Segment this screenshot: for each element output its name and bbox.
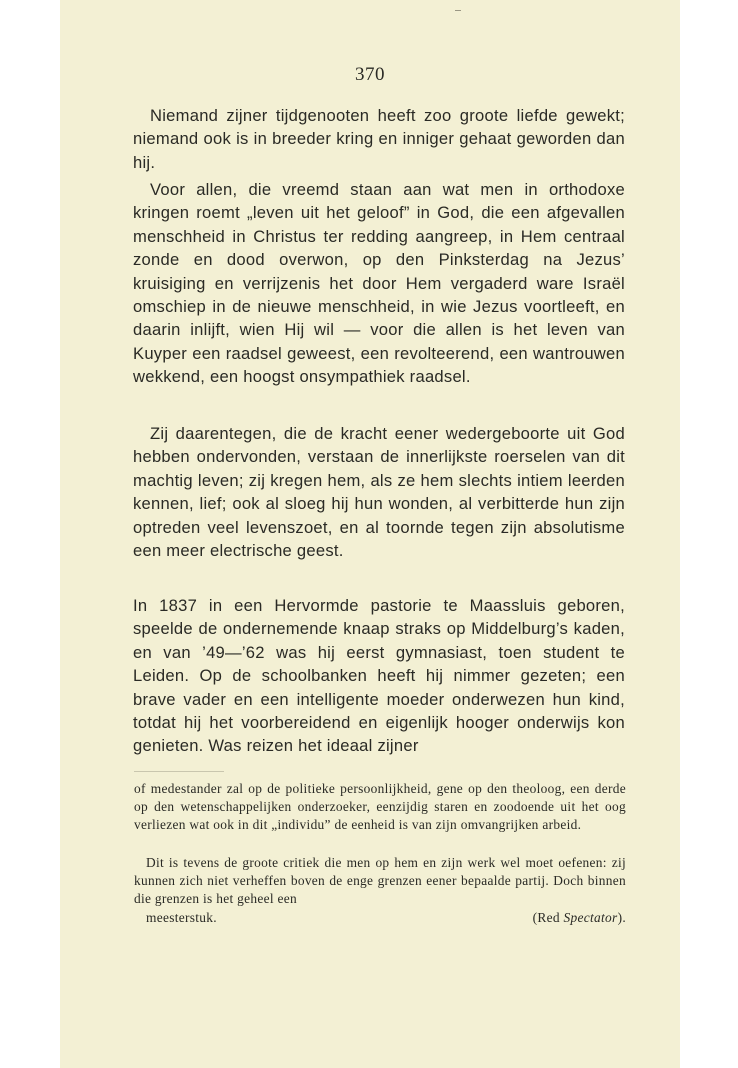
paragraph-text: Voor allen, die vreemd staan aan wat men in orthodoxe kringen roemt „leven uit het geloof” in God, die een afgevallen menschheid in Christus ter redding aangreep, in Hem centraal zonde en dood overwon, op den Pinksterdag na Jezus’ kruisiging en verrijzenis het door Hem vergaderd ware Israël omschiep in de nieuwe menschheid, in wie Jezus voortleeft, en daarin inlijft, wien Hij wil — voor die allen is het leven van Kuyper een raadsel geweest, een revolteerend, een wantrouwen wekkend, een hoogst onsympathiek raadsel. — [133, 180, 625, 387]
attribution-source: Spectator — [563, 909, 618, 925]
footnote-last-line — [134, 909, 626, 927]
paragraph-1 — [133, 104, 625, 174]
paragraph-text: Zij daarentegen, die de kracht eener wedergeboorte uit God hebben ondervonden, verstaan de innerlijkste roerselen van dit machtig leven; zij kregen hem, als ze hem slechts intiem leerden kennen, lief; ook al sloeg hij hun wonden, al verbitterde hun zijn optreden veel levenszoet, en al toornde tegen zijn absolutisme een meer electrische geest. — [133, 424, 625, 561]
print-mark — [455, 10, 461, 11]
footnote-second — [134, 854, 626, 927]
footnote-divider — [134, 771, 224, 772]
attribution-suffix: ). — [617, 909, 626, 925]
footnote-continuation: of medestander zal op de politieke persoonlijkheid, gene op den theoloog, een derde op den wetenschappelijken onderzoeker, eenzijdig staren en zoodoende uit het oog verliezen wat ook in dit „individu” de eenheid is van zijn omvangrijken arbeid. — [134, 781, 626, 833]
footnote-last-word: meesterstuk. — [146, 909, 217, 925]
paragraph-text: Niemand zijner tijdgenooten heeft zoo groote liefde gewekt; niemand ook is in breeder kring en inniger gehaat geworden dan hij. — [133, 106, 625, 172]
paragraph-text: In 1837 in een Hervormde pastorie te Maassluis geboren, speelde de ondernemende knaap straks op Middelburg’s kaden, en van ’49—’62 was hij eerst gymnasiast, toen student te Leiden. Op de schoolbanken heeft hij nimmer gezeten; een brave vader en een intelligente moeder onderwezen hun kind, totdat hij het voorbereidend en eigenlijk hooger onderwijs kon genieten. Was reizen het ideaal zijner — [133, 596, 625, 756]
footnote-second-text: Dit is tevens de groote critiek die men op hem en zijn werk wel moet oefenen: zij kunnen zich niet verheffen boven de enge grenzen eener bepaalde partij. Doch binnen die grenzen is het geheel een — [134, 855, 626, 907]
paragraph-3 — [133, 422, 625, 562]
paragraph-2 — [133, 178, 625, 389]
page-number: 370 — [355, 64, 385, 85]
footnote-attribution — [521, 909, 626, 927]
book-page — [60, 0, 680, 1068]
attribution-prefix: (Red — [532, 909, 560, 925]
paragraph-4 — [133, 594, 625, 758]
